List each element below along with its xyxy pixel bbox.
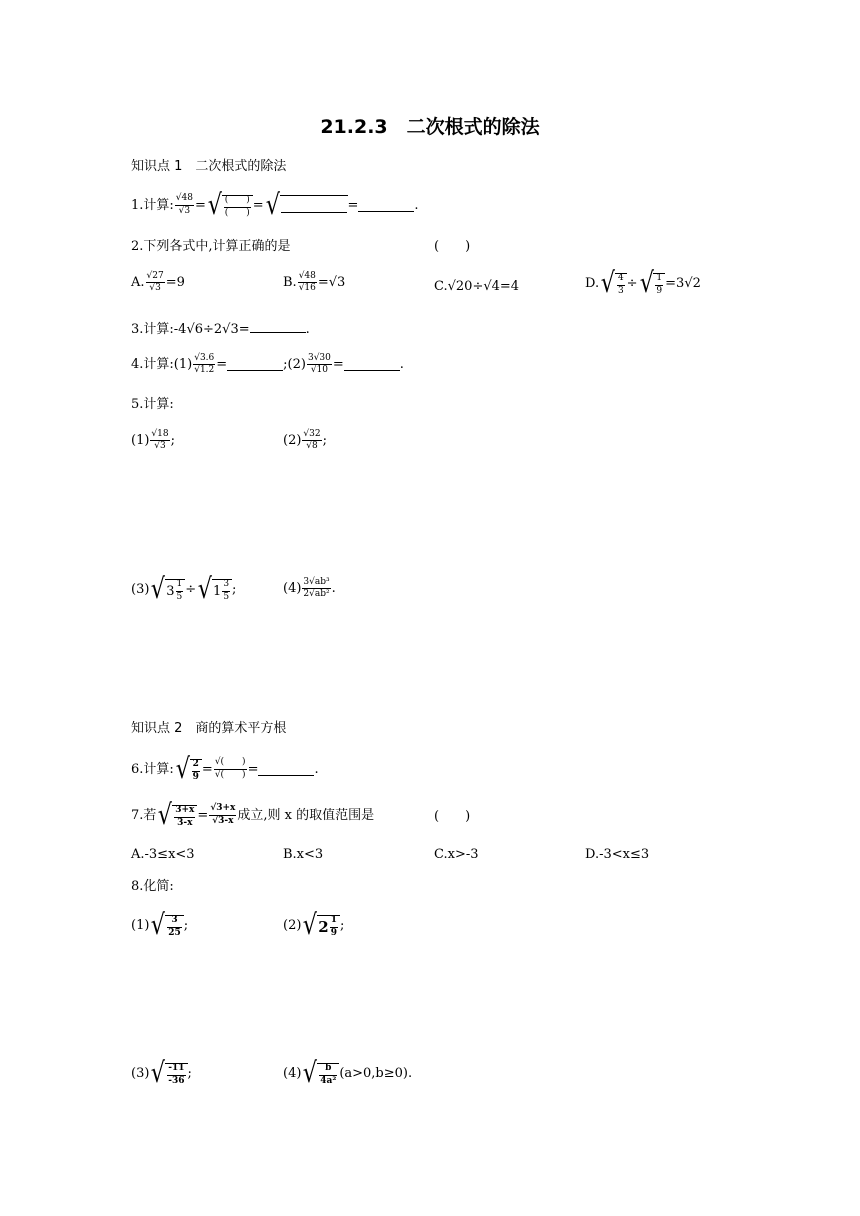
q8-part-2: (2) √ 2 $\frac{1}{9}$ ; xyxy=(283,908,345,941)
q2-option-a: A. $\frac{√27}{√3}$ =9 xyxy=(131,271,185,294)
q8-part-4: (4) √ $\frac{b}{\text{4a²}}$ (a>0,b≥0). xyxy=(283,1056,413,1089)
section-heading-2: 知识点 2 商的算术平方根 xyxy=(131,721,287,736)
question-6: 6.计算: √ $\frac{2}{9}$ = $\frac{√( )}{√( )}$ = . xyxy=(131,752,319,785)
question-3: 3.计算:-4√6÷2√3= . xyxy=(131,322,310,337)
q1-radical: √ $\frac{( )}{( )}$ xyxy=(206,192,253,218)
question-7: 7.若 √ $\frac{3+x}{3-x}$ = $\frac{√3+x}{√3-x}$ 成立,则 x 的取值范围是 xyxy=(131,798,375,831)
q8-part-1: (1) √ $\frac{3}{25}$ ; xyxy=(131,908,189,941)
q5-part-1: (1) $\frac{√18}{√3}$ ; xyxy=(131,429,175,452)
question-2: 2.下列各式中,计算正确的是 xyxy=(131,239,291,254)
q7-answer-bracket: ( ) xyxy=(434,809,471,824)
q7-option-d: D.-3<x≤3 xyxy=(585,847,650,862)
q5-part-2: (2) $\frac{√32}{√8}$ ; xyxy=(283,429,327,452)
question-5: 5.计算: xyxy=(131,397,174,412)
answer-blank[interactable] xyxy=(250,320,306,333)
q7-option-c: C.x>-3 xyxy=(434,847,479,862)
q2-option-b: B. $\frac{√48}{√16}$ =√3 xyxy=(283,271,346,294)
question-4: 4.计算:(1) $\frac{√3.6}{√1.2}$ = ;(2) $\frac{3√30}{√10}$ = . xyxy=(131,353,404,376)
answer-blank[interactable] xyxy=(258,763,314,776)
q8-part-3: (3) √ $\frac{-11}{-36}$ ; xyxy=(131,1056,192,1089)
q7-option-b: B.x<3 xyxy=(283,847,324,862)
answer-blank[interactable] xyxy=(344,358,400,371)
q5-part-3: (3) √ 3 $\frac{1}{5}$ ÷ √ 1 $\frac{3}{5}$ ; xyxy=(131,572,237,605)
q2-option-c: C.√20÷√4=4 xyxy=(434,279,520,294)
q1-prefix: 1.计算: xyxy=(131,197,174,213)
q2-option-d: D. √ $\frac{4}{3}$ ÷ √ $\frac{1}{9}$ =3√2 xyxy=(585,266,701,299)
answer-blank[interactable] xyxy=(227,358,283,371)
page-title: 21.2.3 二次根式的除法 xyxy=(320,116,540,138)
answer-blank[interactable] xyxy=(358,199,414,212)
question-8: 8.化简: xyxy=(131,879,174,894)
q2-answer-bracket: ( ) xyxy=(434,239,471,254)
q5-part-4: (4) $\frac{\text{3√ab³}}{\text{2√ab²}}$ . xyxy=(283,577,336,600)
section-heading-1: 知识点 1 二次根式的除法 xyxy=(131,159,287,174)
question-1: 1.计算: $\frac{√48}{√3}$ = √ $\frac{( )}{( )}$ = √ = . xyxy=(131,188,419,221)
q1-fraction: $\frac{√48}{√3}$ xyxy=(175,193,193,216)
q7-option-a: A.-3≤x<3 xyxy=(131,847,195,862)
q1-radical-2: √ xyxy=(264,192,348,218)
